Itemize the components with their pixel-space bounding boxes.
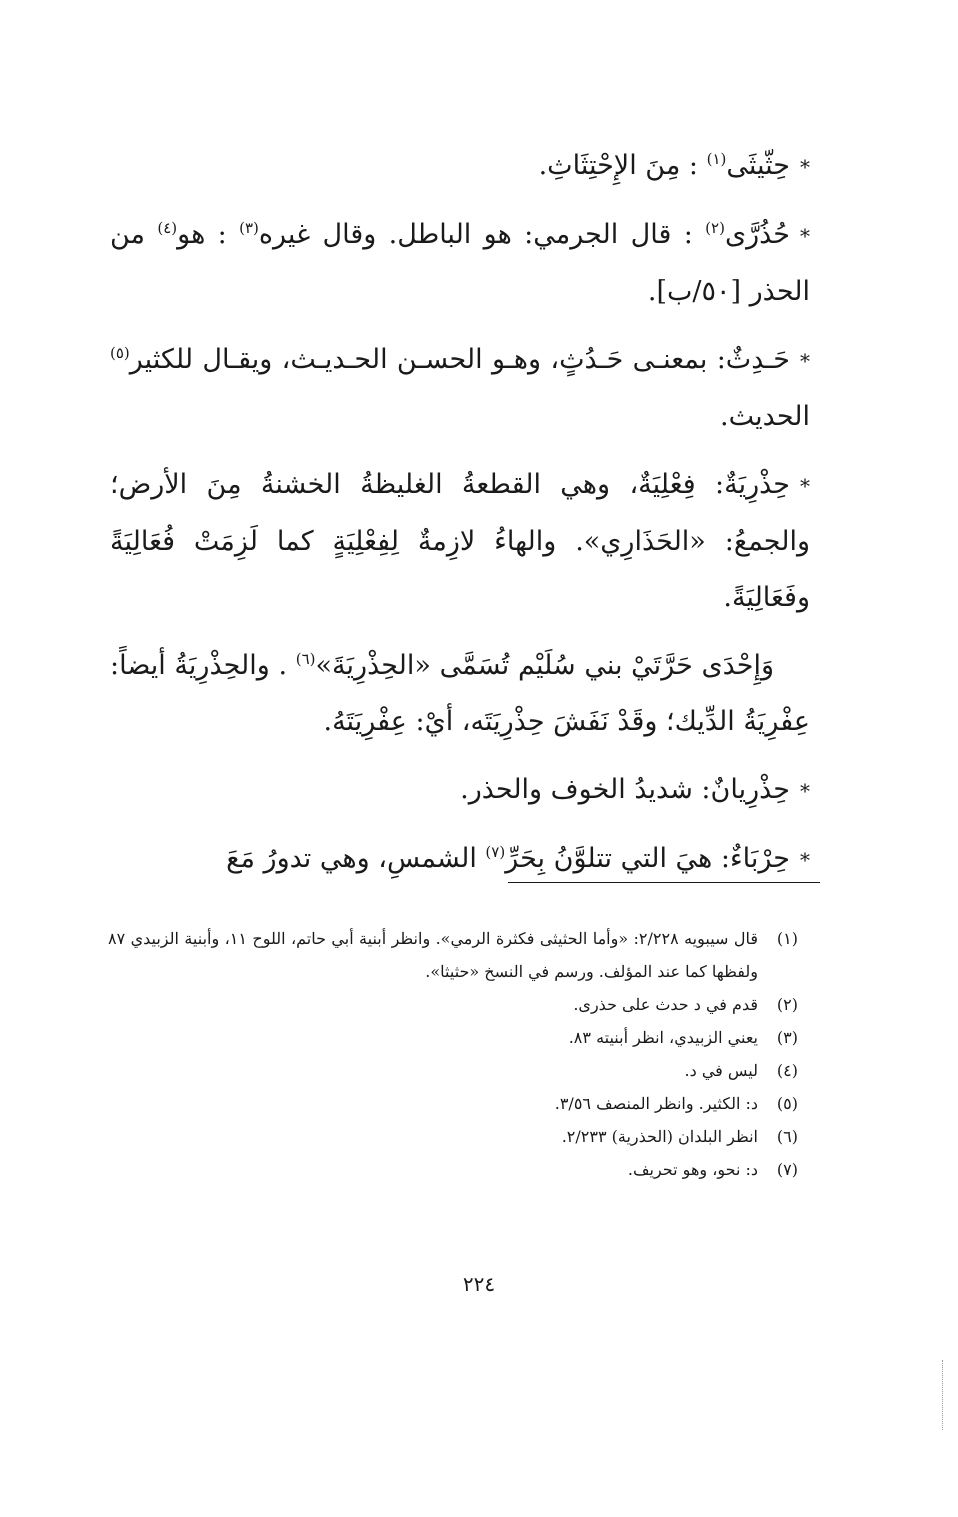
entry-text: : هو (177, 219, 240, 250)
dictionary-entry (110, 457, 810, 626)
dictionary-entry (110, 138, 810, 195)
dictionary-entry (110, 207, 810, 320)
footnote-number: (٤) (776, 1061, 798, 1080)
footnote-text: د: الكثير. وانظر المنصف ٣/٥٦. (554, 1094, 758, 1113)
entry-star-marker: * (800, 224, 810, 248)
footnote-number: (٣) (776, 1028, 798, 1047)
entry-text: . والحِذْرِيَةُ أيضاً: عِفْرِيَةُ الدِّيك؛ وقَدْ نَفَشَ حِذْرِيَتَه، أيْ: عِفْرِيَتَهُ. (110, 650, 810, 737)
entry-text: من الحذر [٥٠/ب]. (110, 219, 810, 307)
entry-text: حِذْرِيانٌ: شديدُ الخوف والحذر. (460, 774, 790, 805)
entry-text: وَإِحْدَى حَرَّتَيْ بني سُلَيْم تُسَمَّى «الحِذْرِيَةَ» (315, 650, 774, 681)
entry-text: حِذْرِيَةٌ: فِعْلِيَةٌ، وهي القطعةُ الغليظةُ الخشنةُ مِنَ الأرض؛ والجمعُ: «الحَذَارِي». والهاءُ لازِمةٌ لِفِعْلِيَةٍ كما لَزِمَتْ فُعَالِيَةً وفَعَالِيَةً. (110, 469, 810, 613)
footnote-text: قدم في د حدث على حذرى. (573, 995, 758, 1014)
entry-text: حَـدِثٌ: بمعنـى حَـدُثٍ، وهـو الحسـن الحـديـث، ويقـال للكثير (129, 344, 790, 375)
footnote-number: (٥) (776, 1094, 798, 1113)
footnote-reference: (١) (706, 150, 727, 168)
page-number: ٢٢٤ (462, 1272, 496, 1296)
entry-text: حِرْبَاءٌ: هيَ التي تتلوَّنُ بِحَرِّ (505, 843, 790, 874)
footnote-number: (٧) (776, 1160, 798, 1179)
entry-star-marker: * (800, 848, 810, 872)
footnotes (108, 922, 798, 1186)
entry-text: حِثّيثَى (726, 150, 790, 181)
main-text (110, 138, 810, 900)
footnote-text: انظر البلدان (الحذرية) ٢/٢٣٣. (561, 1127, 758, 1146)
footnote (108, 1021, 798, 1054)
footnote (108, 1087, 798, 1120)
entry-text: حُذُرَّى (724, 219, 790, 250)
entry-star-marker: * (800, 155, 810, 179)
dictionary-entry (110, 638, 810, 750)
footnote (108, 988, 798, 1021)
footnote-reference: (٤) (157, 219, 178, 237)
footnote-text: يعني الزبيدي، انظر أبنيته ٨٣. (568, 1028, 758, 1047)
footnote (108, 1054, 798, 1087)
dictionary-entry (110, 332, 810, 445)
entry-text: : مِنَ الإِحْتِثَاثِ. (538, 150, 707, 181)
footnote-text: د: نحو، وهو تحريف. (627, 1160, 758, 1179)
entry-star-marker: * (800, 349, 810, 373)
footnote-number: (٢) (776, 995, 798, 1014)
scan-margin-mark (942, 1360, 945, 1430)
entry-text: الحديث. (720, 401, 810, 432)
footnote-text: ليس في د. (684, 1061, 758, 1080)
dictionary-entry (110, 762, 810, 819)
footnote-reference: (٦) (295, 650, 316, 668)
footnote (108, 1120, 798, 1153)
footnote-number: (١) (776, 929, 798, 948)
footnote-reference: (٣) (239, 219, 259, 237)
dictionary-entry (110, 831, 810, 888)
footnote-text: قال سيبويه ٢/٢٢٨: «وأما الحثيثى فكثرة الرمي». وانظر أبنية أبي حاتم، اللوح ١١، وأبنية الزبيدي ٨٧ ولفظها كما عند المؤلف. ورسم في النسخ «حثيثا». (108, 929, 759, 981)
footnote (108, 922, 798, 988)
footnote (108, 1153, 798, 1186)
footnote-reference: (٢) (705, 219, 725, 237)
footnote-number: (٦) (776, 1127, 798, 1146)
footnote-reference: (٥) (110, 344, 130, 362)
footnote-reference: (٧) (485, 843, 506, 861)
entry-star-marker: * (800, 779, 810, 803)
footnote-separator (508, 882, 820, 883)
entry-text: الشمسِ، وهي تدورُ مَعَ (226, 843, 486, 874)
entry-star-marker: * (800, 474, 810, 498)
entry-text: : قال الجرمي: هو الباطل. وقال غيره (258, 219, 706, 250)
